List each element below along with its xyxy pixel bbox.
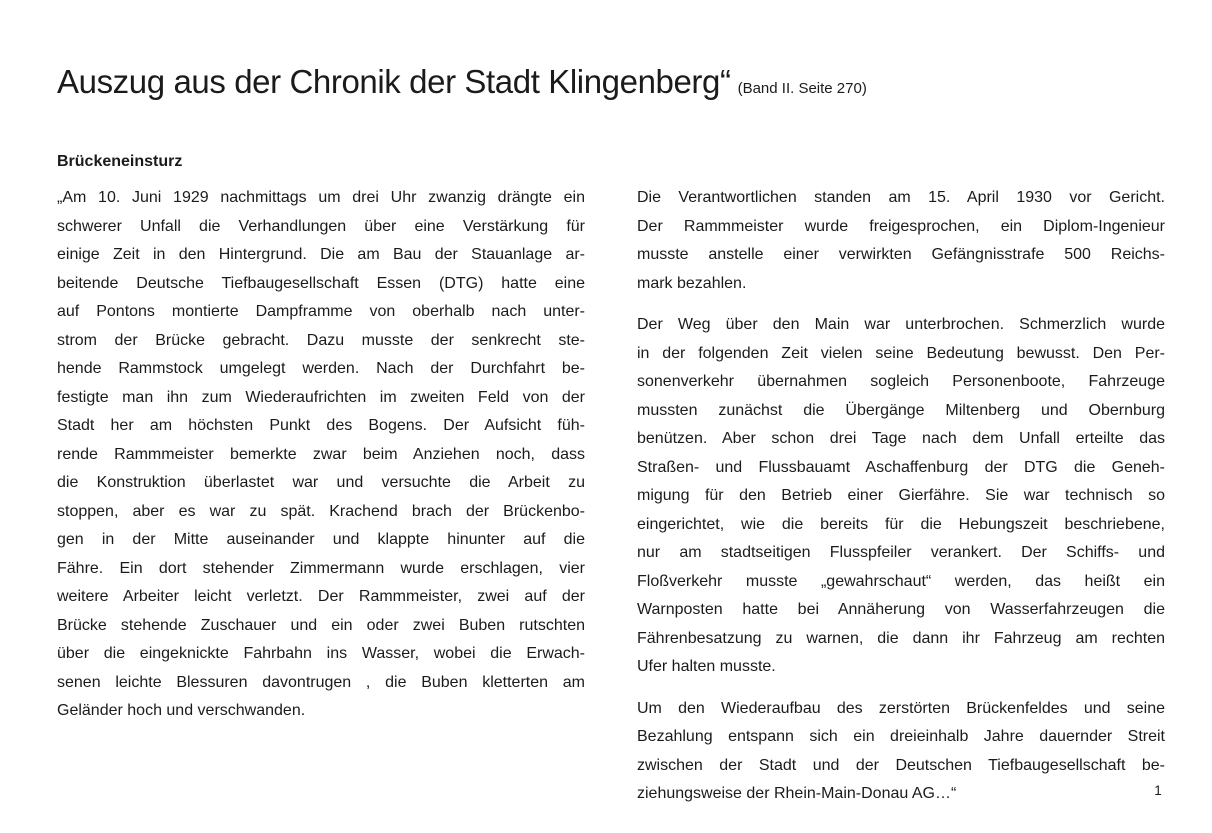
- text-line: schwerer Unfall die Verhandlungen über eine Verstärkung für: [57, 217, 585, 235]
- text-line: Um den Wiederaufbau des zerstörten Brückenfeldes und seine: [637, 699, 1165, 717]
- text-line: Ufer halten musste.: [637, 658, 776, 675]
- text-line: strom der Brücke gebracht. Dazu musste der senkrecht ste-: [57, 331, 585, 349]
- text-line: beitende Deutsche Tiefbaugesellschaft Essen (DTG) hatte eine: [57, 274, 585, 292]
- text-line: Floßverkehr musste „gewahrschaut“ werden, das heißt ein: [637, 572, 1165, 590]
- right-column: [637, 184, 1165, 822]
- section-heading: Brückeneinsturz: [57, 153, 183, 170]
- text-line: nur am stadtseitigen Flusspfeiler verankert. Der Schiffs- und: [637, 544, 1165, 561]
- text-line: Stadt her am höchsten Punkt des Bogens. Der Aufsicht füh-: [57, 417, 585, 434]
- text-line: Warnposten hatte bei Annäherung von Wasserfahrzeugen die: [637, 601, 1165, 618]
- text-line: Bezahlung entspann sich ein dreieinhalb Jahre dauernder Streit: [637, 728, 1165, 745]
- text-line: benützen. Aber schon drei Tage nach dem Unfall erteilte das: [637, 430, 1165, 447]
- paragraph: [637, 311, 1165, 682]
- text-line: in der folgenden Zeit vielen seine Bedeutung bewusst. Den Per-: [637, 344, 1165, 362]
- page-title-suffix: (Band II. Seite 270): [737, 80, 867, 97]
- text-line: rende Rammmeister bemerkte zwar beim Anziehen noch, dass: [57, 445, 585, 463]
- page-title-text: Auszug aus der Chronik der Stadt Klingenberg“: [57, 63, 731, 100]
- text-line: migung für den Betrieb einer Gierfähre. Sie war technisch so: [637, 487, 1165, 504]
- text-line: weitere Arbeiter leicht verletzt. Der Rammmeister, zwei auf der: [57, 588, 585, 605]
- text-line: mussten zunächst die Übergänge Miltenberg und Obernburg: [637, 401, 1165, 419]
- text-line: Der Rammmeister wurde freigesprochen, ein Diplom-Ingenieur: [637, 217, 1165, 235]
- text-line: die Konstruktion überlastet war und versuchte die Arbeit zu: [57, 474, 585, 491]
- text-line: eingerichtet, wie die bereits für die Hebungszeit beschriebene,: [637, 515, 1165, 533]
- page-number: 1: [1154, 783, 1162, 798]
- paragraph: [637, 695, 1165, 809]
- text-line: Fähre. Ein dort stehender Zimmermann wurde erschlagen, vier: [57, 559, 585, 577]
- text-line: Die Verantwortlichen standen am 15. April 1930 vor Gericht.: [637, 189, 1165, 206]
- paragraph: [637, 184, 1165, 298]
- text-line: senen leichte Blessuren davontrugen , die Buben kletterten am: [57, 673, 585, 691]
- text-line: über die eingeknickte Fahrbahn ins Wasser, wobei die Erwach-: [57, 645, 585, 662]
- text-line: einige Zeit in den Hintergrund. Die am Bau der Stauanlage ar-: [57, 246, 585, 263]
- text-line: festigte man ihn zum Wiederaufrichten im zweiten Feld von der: [57, 388, 585, 406]
- text-line: auf Pontons montierte Dampframme von oberhalb nach unter-: [57, 303, 585, 320]
- text-line: Geländer hoch und verschwanden.: [57, 702, 306, 719]
- text-line: hende Rammstock umgelegt werden. Nach der Durchfahrt be-: [57, 360, 585, 377]
- text-line: „Am 10. Juni 1929 nachmittags um drei Uhr zwanzig drängte ein: [57, 189, 585, 206]
- paragraph: [57, 184, 585, 726]
- text-line: Fährenbesatzung zu warnen, die dann ihr Fahrzeug am rechten: [637, 629, 1165, 647]
- text-line: Brücke stehende Zuschauer und ein oder zwei Buben rutschten: [57, 616, 585, 634]
- text-line: mark bezahlen.: [637, 274, 747, 292]
- text-columns: [57, 184, 1165, 822]
- page-title: [57, 62, 1165, 109]
- text-line: musste anstelle einer verwirkten Gefängnisstrafe 500 Reichs-: [637, 246, 1165, 263]
- text-line: zwischen der Stadt und der Deutschen Tiefbaugesellschaft be-: [637, 756, 1165, 774]
- left-column: [57, 184, 585, 822]
- text-line: sonenverkehr übernahmen sogleich Personenboote, Fahrzeuge: [637, 373, 1165, 390]
- text-line: Der Weg über den Main war unterbrochen. Schmerzlich wurde: [637, 316, 1165, 333]
- text-line: gen in der Mitte auseinander und klappte hinunter auf die: [57, 531, 585, 548]
- text-line: ziehungsweise der Rhein-Main-Donau AG…“: [637, 785, 957, 802]
- text-line: Straßen- und Flussbauamt Aschaffenburg der DTG die Geneh-: [637, 458, 1165, 476]
- text-line: stoppen, aber es war zu spät. Krachend brach der Brückenbo-: [57, 502, 585, 520]
